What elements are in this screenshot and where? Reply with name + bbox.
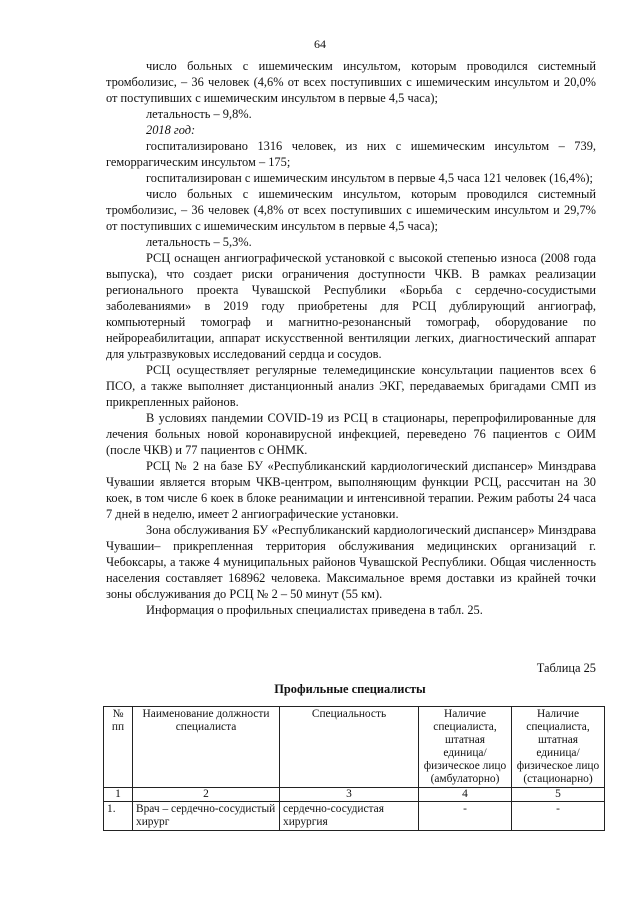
column-number-row bbox=[104, 788, 605, 802]
table-title: Профильные специалисты bbox=[274, 682, 426, 696]
paragraph: госпитализировано 1316 человек, из них с ишемическим инсультом – 739, геморрагическим инсультом – 175; bbox=[106, 139, 596, 169]
column-number: 1 bbox=[104, 788, 133, 802]
table-cell: 1. bbox=[104, 802, 133, 831]
header-cell-outpatient: Наличие специалиста, штатная единица/физическое лицо (амбулаторно) bbox=[419, 707, 512, 788]
column-number: 5 bbox=[512, 788, 605, 802]
table-row bbox=[104, 802, 605, 831]
table-cell: Врач – сердечно-сосудистый хирург bbox=[133, 802, 280, 831]
column-number: 4 bbox=[419, 788, 512, 802]
paragraph: число больных с ишемическим инсультом, которым проводился системный тромболизис, – 36 человек (4,8% от всех поступивших с ишемическим инсультом и 29,7% от поступивших с ишемическим инсультом в первые 4,5 часа); bbox=[106, 187, 596, 233]
header-cell-number: № пп bbox=[104, 707, 133, 788]
table-label: Таблица 25 bbox=[536, 661, 596, 675]
paragraph: РСЦ оснащен ангиографической установкой с высокой степенью износа (2008 года выпуска), что создает риски ограничения доступности ЧКВ. В рамках реализации регионального проекта Чувашской Республики «Борьба с сердечно-сосудистыми заболеваниями» в 2019 году приобретены для РСЦ дублирующий ангиограф, компьютерный томограф и магнитно-резонансный томограф, оборудование по нейрореабилитации, аппарат искусственной вентиляции легких, диагностический аппарат для ультразвуковых исследований сердца и сосудов. bbox=[106, 251, 596, 361]
column-number: 2 bbox=[133, 788, 280, 802]
table-cell: - bbox=[419, 802, 512, 831]
paragraph: госпитализирован с ишемическим инсультом в первые 4,5 часа 121 человек (16,4%); bbox=[146, 171, 593, 185]
column-number: 3 bbox=[280, 788, 419, 802]
paragraph: летальность – 9,8%. bbox=[146, 107, 252, 121]
section-year-heading: 2018 год: bbox=[146, 123, 196, 137]
paragraph: РСЦ № 2 на базе БУ «Республиканский кардиологический диспансер» Минздрава Чувашии является вторым ЧКВ-центром, выполняющим функции РСЦ, рассчитан на 30 коек, в том числе 6 коек в блоке реанимации и интенсивной терапии. Режим работы 24 часа 7 дней в неделю, имеет 2 ангиографические установки. bbox=[106, 459, 596, 521]
body-text bbox=[106, 58, 596, 618]
specialists-table bbox=[103, 706, 605, 831]
header-cell-inpatient: Наличие специалиста, штатная единица/физическое лицо (стационарно) bbox=[512, 707, 605, 788]
header-cell-specialty: Специальность bbox=[280, 707, 419, 788]
paragraph: летальность – 5,3%. bbox=[146, 235, 252, 249]
paragraph: Зона обслуживания БУ «Республиканский кардиологический диспансер» Минздрава Чувашии– прикрепленная территория обслуживания медицинских организаций г. Чебоксары, а также 4 муниципальных районов Чувашской Республики. Общая численность населения составляет 168962 человека. Максимальное время доставки из крайней точки зоны обслуживания до РСЦ № 2 – 50 минут (55 км). bbox=[106, 523, 596, 601]
table-cell: сердечно-сосудистая хирургия bbox=[280, 802, 419, 831]
paragraph: число больных с ишемическим инсультом, которым проводился системный тромболизис, – 36 человек (4,6% от всех поступивших с ишемическим инсультом и 20,0% от поступивших с ишемическим инсультом в первые 4,5 часа); bbox=[106, 59, 596, 105]
paragraph: Информация о профильных специалистах приведена в табл. 25. bbox=[146, 603, 483, 617]
table-cell: - bbox=[512, 802, 605, 831]
paragraph: В условиях пандемии COVID-19 из РСЦ в стационары, перепрофилированные для лечения больных новой коронавирусной инфекцией, переведено 76 пациентов с ОИМ (после ЧКВ) и 77 пациентов с ОНМК. bbox=[106, 411, 596, 457]
table-header-row bbox=[104, 707, 605, 788]
page-number: 64 bbox=[314, 37, 326, 51]
paragraph: РСЦ осуществляет регулярные телемедицинские консультации пациентов всех 6 ПСО, а также выполняет дистанционный анализ ЭКГ, передаваемых бригадами СМП из прикрепленных районов. bbox=[106, 363, 596, 409]
header-cell-position: Наименование должности специалиста bbox=[133, 707, 280, 788]
